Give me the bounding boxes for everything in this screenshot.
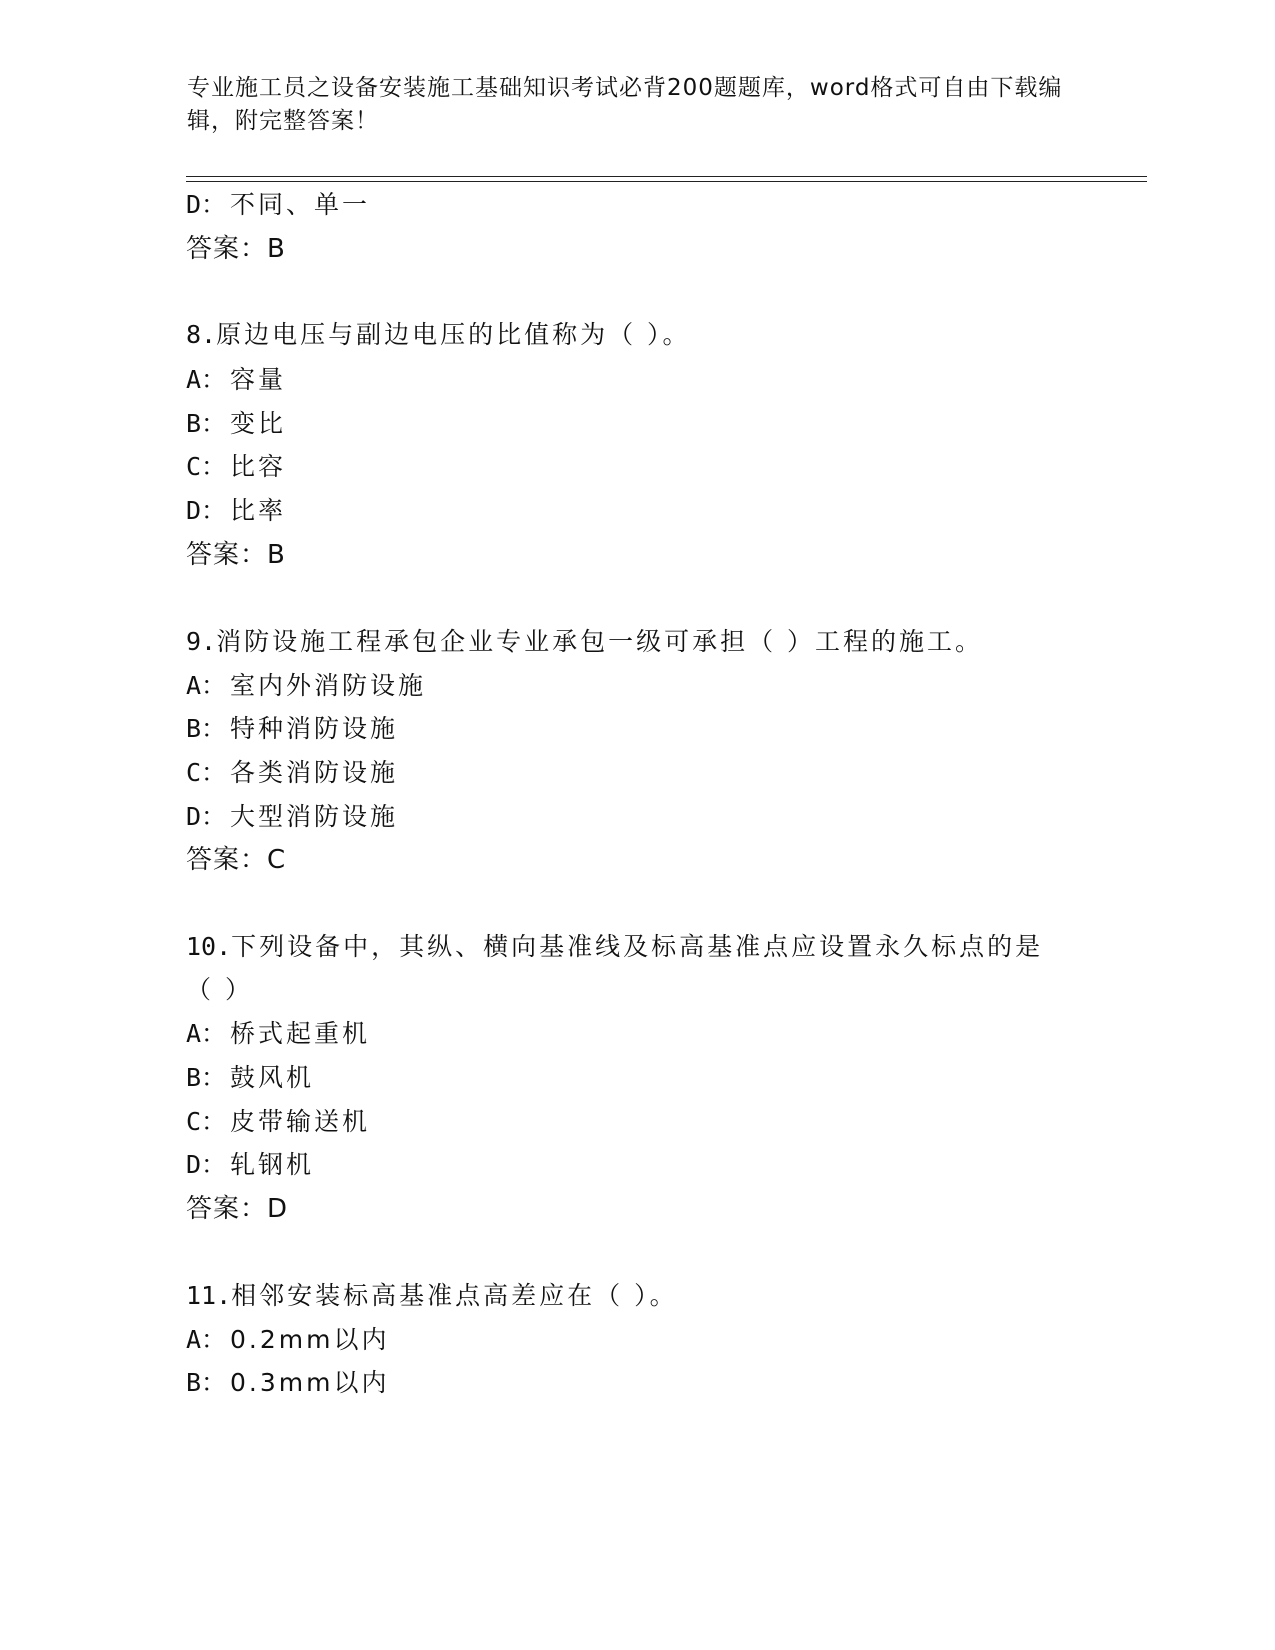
option-text: 皮带输送机	[230, 1107, 371, 1136]
q8-option-a	[186, 365, 286, 395]
option-label: B：	[186, 714, 227, 743]
option-label: B：	[186, 1063, 227, 1092]
option-label: C：	[186, 1107, 227, 1136]
option-label: C：	[186, 452, 227, 481]
question-9	[186, 627, 983, 657]
option-text: 特种消防设施	[230, 714, 399, 743]
question-text: 下列设备中，其纵、横向基准线及标高基准点应设置永久标点的是	[231, 932, 1044, 961]
q11-option-b	[186, 1368, 389, 1398]
q10-option-c	[186, 1107, 370, 1137]
option-label: A：	[186, 365, 227, 394]
header-text: 专业施工员之设备安装施工基础知识考试必背200题题库，word格式可自由下载编辑，附完整答案！	[187, 75, 1063, 134]
option-label: D：	[186, 802, 227, 831]
q10-answer: 答案：D	[186, 1194, 289, 1224]
option-text: 室内外消防设施	[230, 671, 427, 700]
option-label: C：	[186, 758, 227, 787]
option-label: D：	[186, 496, 227, 525]
q10-option-a	[186, 1019, 370, 1049]
question-text: 原边电压与副边电压的比值称为（ ）。	[216, 320, 691, 349]
option-label: A：	[186, 1019, 227, 1048]
option-label: A：	[186, 1325, 227, 1354]
option-label: B：	[186, 409, 227, 438]
q9-option-a	[186, 671, 426, 701]
option-label: A：	[186, 671, 227, 700]
option-d-continued	[186, 190, 370, 220]
question-number: 8.	[186, 320, 217, 349]
option-text: 容量	[230, 365, 287, 394]
option-label: D：	[186, 190, 227, 219]
question-number: 11.	[186, 1281, 232, 1310]
option-text: 0.2mm以内	[230, 1325, 390, 1354]
q10-option-b	[186, 1063, 314, 1093]
q8-option-c	[186, 452, 286, 482]
q8-answer: 答案：B	[186, 540, 286, 570]
document-header	[187, 72, 1087, 138]
q9-option-b	[186, 714, 398, 744]
question-8	[186, 320, 691, 350]
answer-continued: 答案：B	[186, 234, 286, 264]
option-text: 不同、单一	[230, 190, 371, 219]
q9-option-d	[186, 802, 398, 832]
q10-option-d	[186, 1150, 314, 1180]
option-text: 鼓风机	[230, 1063, 315, 1092]
q9-option-c	[186, 758, 398, 788]
option-text: 大型消防设施	[230, 802, 399, 831]
question-10-continued: （ ）	[186, 975, 253, 1004]
option-label: B：	[186, 1368, 227, 1397]
q11-option-a	[186, 1325, 389, 1355]
question-11	[186, 1281, 678, 1311]
q8-option-d	[186, 496, 286, 526]
option-text: 各类消防设施	[230, 758, 399, 787]
option-text: 轧钢机	[230, 1150, 315, 1179]
option-text: 比率	[230, 496, 287, 525]
question-10	[186, 932, 1043, 962]
q8-option-b	[186, 409, 286, 439]
question-number: 10.	[186, 932, 232, 961]
header-rule-top	[186, 176, 1147, 177]
option-label: D：	[186, 1150, 227, 1179]
option-text: 桥式起重机	[230, 1019, 371, 1048]
q9-answer: 答案：C	[186, 845, 287, 875]
question-number: 9.	[186, 627, 217, 656]
question-text: 相邻安装标高基准点高差应在（ ）。	[231, 1281, 678, 1310]
option-text: 变比	[230, 409, 287, 438]
option-text: 0.3mm以内	[230, 1368, 390, 1397]
option-text: 比容	[230, 452, 287, 481]
question-text: 消防设施工程承包企业专业承包一级可承担（ ）工程的施工。	[216, 627, 984, 656]
header-rule-bottom	[186, 181, 1147, 182]
